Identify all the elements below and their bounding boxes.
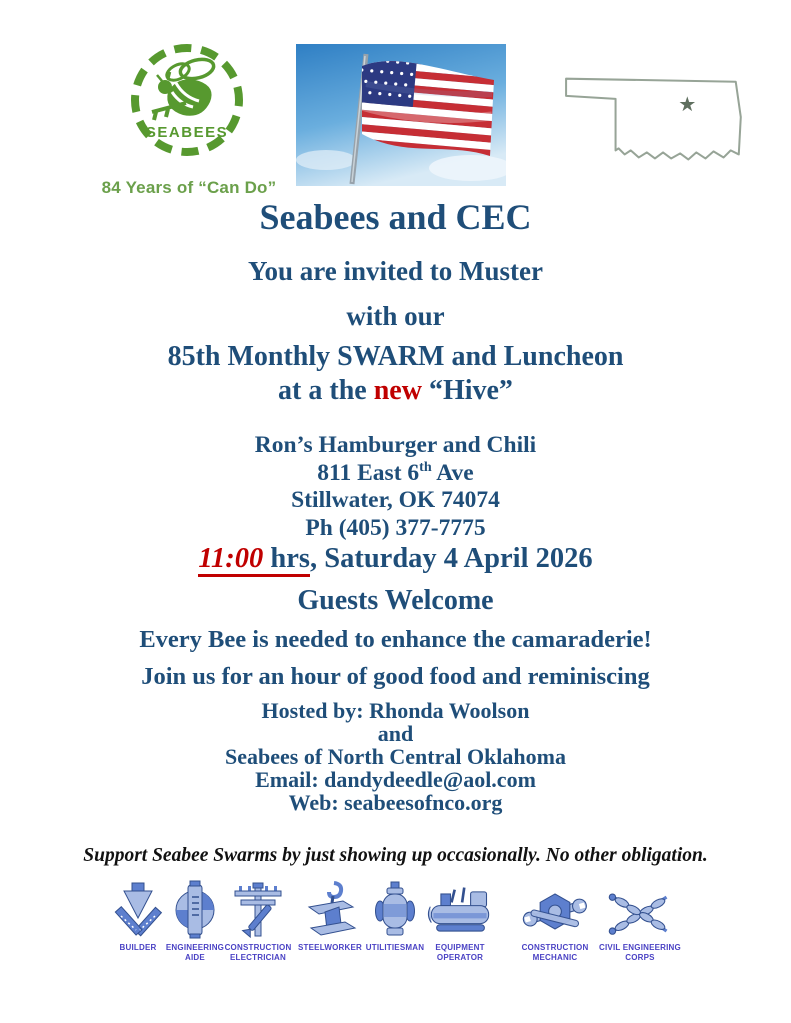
- rating-icons-strip: [0, 872, 791, 1002]
- seabees-logo-block: [83, 40, 295, 198]
- page-title: Seabees and CEC: [259, 197, 532, 237]
- hosted-block: [0, 700, 791, 814]
- contact-email: Email: dandydeedle@aol.com: [255, 766, 536, 792]
- time-value: 11:00: [198, 543, 264, 574]
- venue-city: Stillwater, OK 74074: [291, 487, 500, 514]
- oklahoma-map-block: [558, 54, 762, 168]
- civil-engineering-corps-icon: [605, 884, 675, 940]
- steelworker-icon: [301, 878, 359, 940]
- hosted-by: Hosted by: Rhonda Woolson: [261, 698, 530, 723]
- rating-civil-engineering-corps: [597, 872, 683, 964]
- rating-label: ENGINEERING AIDE: [165, 943, 225, 963]
- rating-label: BUILDER: [119, 943, 157, 952]
- swarm-luncheon-line: [0, 340, 791, 407]
- swarm-text: 85th Monthly SWARM and Luncheon: [167, 341, 624, 372]
- logo-caption: 84 Years of “Can Do”: [101, 178, 277, 197]
- hive-pre: at a the: [278, 374, 374, 406]
- hosted-org: Seabees of North Central Oklahoma: [225, 743, 566, 769]
- equipment-operator-icon: [425, 884, 495, 940]
- support-line: Support Seabee Swarms by just showing up occasionally. No other obligation.: [83, 845, 708, 866]
- with-our-line: with our: [346, 301, 445, 331]
- time-underlined: [198, 543, 310, 577]
- guests-welcome-line: Guests Welcome: [297, 585, 494, 616]
- rating-label: CIVIL ENGINEERING CORPS: [599, 943, 681, 963]
- logo-circle-label: SEABEES: [145, 124, 229, 141]
- contact-web: Web: seabeesofnco.org: [288, 789, 503, 815]
- venue-block: [0, 432, 791, 542]
- hosted-and: and: [377, 720, 414, 746]
- construction-electrician-icon: [229, 878, 287, 940]
- rating-construction-electrician: [219, 872, 297, 964]
- time-unit: hrs: [263, 543, 310, 574]
- location-star-icon: ★: [678, 92, 697, 116]
- date-text: , Saturday 4 April 2026: [309, 543, 593, 574]
- rating-label: CONSTRUCTION MECHANIC: [521, 943, 589, 963]
- tagline-good-food: Join us for an hour of good food and reminiscing: [141, 663, 650, 690]
- invited-line: You are invited to Muster: [248, 256, 543, 286]
- flag-photo-block: [296, 44, 506, 186]
- rating-label: CONSTRUCTION ELECTRICIAN: [224, 943, 292, 963]
- rating-label: STEELWORKER: [298, 943, 362, 952]
- us-flag-photo-icon: [296, 44, 506, 186]
- rating-construction-mechanic: [516, 872, 594, 964]
- rating-label: UTILITIESMAN: [365, 943, 425, 952]
- construction-mechanic-icon: [520, 884, 590, 940]
- tagline-camaraderie: Every Bee is needed to enhance the camaraderie!: [139, 626, 652, 653]
- venue-street: 811 East 6th Ave: [317, 459, 474, 487]
- seabees-bee-logo-icon: [122, 40, 256, 172]
- engineering-aide-icon: [166, 878, 224, 940]
- oklahoma-state-outline-icon: [558, 54, 762, 168]
- rating-equipment-operator: [421, 872, 499, 964]
- rating-label: EQUIPMENT OPERATOR: [435, 943, 485, 963]
- ordinal-sup: th: [419, 459, 432, 476]
- utilitiesman-icon: [366, 878, 424, 940]
- hive-new: new: [373, 374, 422, 406]
- venue-phone: Ph (405) 377-7775: [305, 514, 486, 541]
- datetime-line: [0, 543, 791, 575]
- venue-name: Ron’s Hamburger and Chili: [254, 432, 537, 458]
- hive-post: “Hive”: [421, 374, 513, 406]
